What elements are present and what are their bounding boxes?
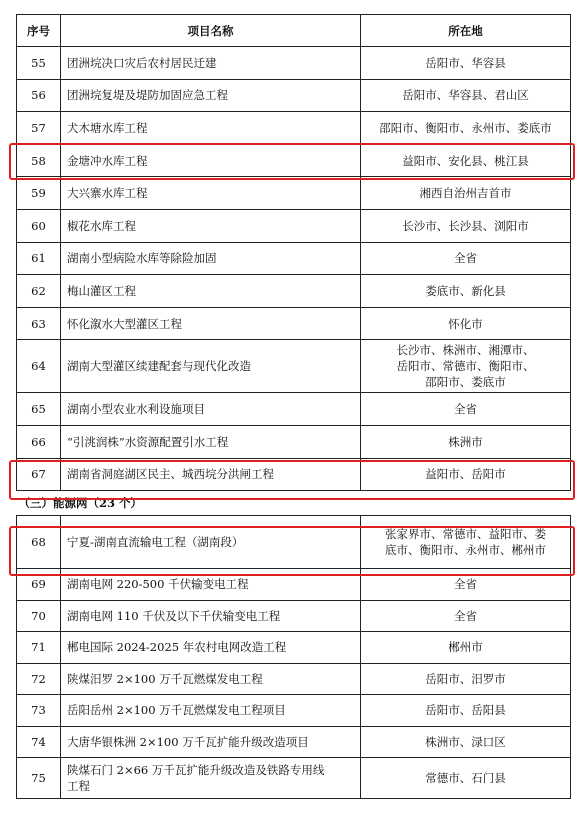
location-line: 张家界市、常德市、益阳市、娄 [385,527,546,542]
row-name: 湖南电网 220-500 千伏输变电工程 [61,569,361,601]
row-name: 湖南大型灌区续建配套与现代化改造 [61,340,361,393]
row-location: 岳阳市、汨罗市 [361,663,571,695]
row-no: 65 [17,393,61,426]
table-row [17,600,571,632]
row-location: 岳阳市、岳阳县 [361,695,571,727]
row-no: 70 [17,600,61,632]
row-no: 63 [17,307,61,340]
row-no: 55 [17,47,61,80]
row-no: 75 [17,758,61,799]
table-row [17,144,571,177]
name-line: 工程 [67,779,90,794]
row-name: 大兴寨水库工程 [61,177,361,210]
row-name: 湖南小型病险水库等除险加固 [61,242,361,275]
row-name: 团洲垸决口灾后农村居民迁建 [61,47,361,80]
row-name: 郴电国际 2024-2025 年农村电网改造工程 [61,632,361,664]
location-line: 长沙市、株洲市、湘潭市、 [396,343,535,358]
location-line: 底市、衡阳市、永州市、郴州市 [385,543,546,558]
row-no: 61 [17,242,61,275]
row-no: 68 [17,516,61,569]
name-line: 陕煤石门 2×66 万千瓦扩能升级改造及铁路专用线 [67,763,325,778]
table-row [17,569,571,601]
row-name: 陕煤汨罗 2×100 万千瓦燃煤发电工程 [61,663,361,695]
table-row [17,340,571,393]
row-no: 56 [17,79,61,112]
row-location: 湘西自治州吉首市 [361,177,571,210]
table-row [17,458,571,491]
location-line: 邵阳市、娄底市 [425,375,506,390]
row-location: 益阳市、岳阳市 [361,458,571,491]
row-name: 梅山灌区工程 [61,275,361,308]
table-row [17,209,571,242]
row-no: 74 [17,726,61,758]
table-row [17,242,571,275]
table-body [17,47,571,799]
row-name: 湖南电网 110 千伏及以下千伏输变电工程 [61,600,361,632]
row-no: 69 [17,569,61,601]
row-no: 60 [17,209,61,242]
header-name: 项目名称 [61,15,361,47]
row-location: 邵阳市、衡阳市、永州市、娄底市 [361,112,571,145]
table-row [17,47,571,80]
row-no: 73 [17,695,61,727]
table-row [17,632,571,664]
row-no: 58 [17,144,61,177]
row-location: 株洲市、渌口区 [361,726,571,758]
row-name: 大唐华银株洲 2×100 万千瓦扩能升级改造项目 [61,726,361,758]
project-table [16,14,571,799]
row-name [61,758,361,799]
table-header-row [17,15,571,47]
table-row [17,307,571,340]
row-name: 犬木塘水库工程 [61,112,361,145]
table-row [17,79,571,112]
row-no: 64 [17,340,61,393]
row-no: 62 [17,275,61,308]
row-location: 全省 [361,242,571,275]
row-location: 娄底市、新化县 [361,275,571,308]
row-location: 株洲市 [361,425,571,458]
row-no: 66 [17,425,61,458]
header-no: 序号 [17,15,61,47]
table-row [17,177,571,210]
row-location: 常德市、石门县 [361,758,571,799]
table-row [17,112,571,145]
row-location: 全省 [361,569,571,601]
row-no: 72 [17,663,61,695]
row-name: 椒花水库工程 [61,209,361,242]
row-name: 湖南省洞庭湖区民主、城西垸分洪闸工程 [61,458,361,491]
location-line: 岳阳市、常德市、衡阳市、 [396,359,535,374]
row-location: 全省 [361,600,571,632]
row-location: 怀化市 [361,307,571,340]
table-row [17,516,571,569]
table-row [17,758,571,799]
row-no: 71 [17,632,61,664]
row-location: 岳阳市、华容县 [361,47,571,80]
row-location: 全省 [361,393,571,426]
row-name: 团洲垸复堤及堤防加固应急工程 [61,79,361,112]
table-row [17,726,571,758]
row-name: 湖南小型农业水利设施项目 [61,393,361,426]
row-name: 岳阳岳州 2×100 万千瓦燃煤发电工程项目 [61,695,361,727]
table-row [17,695,571,727]
row-location [361,340,571,393]
row-location: 益阳市、安化县、桃江县 [361,144,571,177]
row-location: 岳阳市、华容县、君山区 [361,79,571,112]
table-row [17,425,571,458]
row-no: 67 [17,458,61,491]
row-location: 郴州市 [361,632,571,664]
table-row [17,275,571,308]
row-name: 金塘冲水库工程 [61,144,361,177]
table-row [17,663,571,695]
header-location: 所在地 [361,15,571,47]
row-location [361,516,571,569]
row-name: 宁夏-湖南直流输电工程（湖南段） [61,516,361,569]
row-location: 长沙市、长沙县、浏阳市 [361,209,571,242]
section-heading: （三）能源网（23 个） [17,491,571,516]
table-row [17,393,571,426]
row-no: 57 [17,112,61,145]
row-name: 怀化溆水大型灌区工程 [61,307,361,340]
section-row [17,491,571,516]
row-name: “引洮润株”水资源配置引水工程 [61,425,361,458]
row-no: 59 [17,177,61,210]
